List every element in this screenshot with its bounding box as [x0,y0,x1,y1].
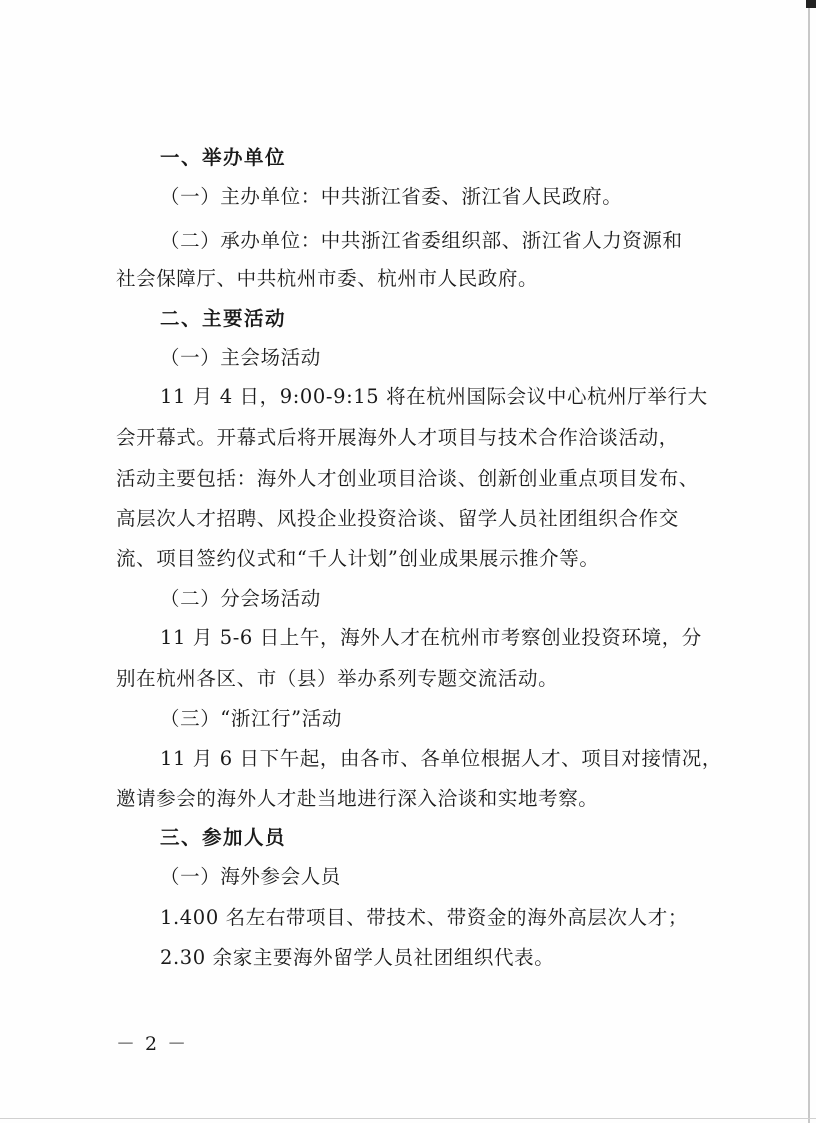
paragraph-sub-venue-1: 11 月 5-6 日上午，海外人才在杭州市考察创业投资环境，分 [160,626,702,649]
subheading-overseas-participants: （一）海外参会人员 [160,865,341,888]
list-item-1: 1.400 名左右带项目、带技术、带资金的海外高层次人才； [160,906,688,929]
paragraph-zhejiang-tour-1: 11 月 6 日下午起，由各市、各单位根据人才、项目对接情况， [160,747,722,770]
subheading-zhejiang-tour: （三）“浙江行”活动 [160,707,342,730]
paragraph-sub-venue-2: 别在杭州各区、市（县）举办系列专题交流活动。 [116,667,559,690]
paragraph-main-venue-1: 11 月 4 日，9:00-9:15 将在杭州国际会议中心杭州厅举行大 [160,385,708,408]
subheading-main-venue: （一）主会场活动 [160,346,321,369]
paragraph-zhejiang-tour-2: 邀请参会的海外人才赴当地进行深入洽谈和实地考察。 [116,787,599,810]
section-heading-organizers: 一、举办单位 [160,146,287,169]
scan-corner [806,0,816,8]
paragraph-main-venue-2: 会开幕式。开幕式后将开展海外人才项目与技术合作洽谈活动， [116,426,679,449]
paragraph-host: （一）主办单位：中共浙江省委、浙江省人民政府。 [160,185,623,208]
paragraph-main-venue-3: 活动主要包括：海外人才创业项目洽谈、创新创业重点项目发布、 [116,467,699,490]
paragraph-co-host-cont: 社会保障厅、中共杭州市委、杭州市人民政府。 [116,267,539,290]
list-item-2: 2.30 余家主要海外留学人员社团组织代表。 [160,946,555,969]
scan-edge [808,0,810,1123]
page-number: － 2 － [116,1033,189,1055]
scan-edge-bottom [0,1118,816,1119]
paragraph-co-host: （二）承办单位：中共浙江省委组织部、浙江省人力资源和 [160,229,683,252]
paragraph-main-venue-4: 高层次人才招聘、风投企业投资洽谈、留学人员社团组织合作交 [116,507,679,530]
section-heading-participants: 三、参加人员 [160,826,287,849]
subheading-sub-venue: （二）分会场活动 [160,587,321,610]
section-heading-activities: 二、主要活动 [160,307,287,330]
paragraph-main-venue-5: 流、项目签约仪式和“千人计划”创业成果展示推介等。 [116,547,600,570]
